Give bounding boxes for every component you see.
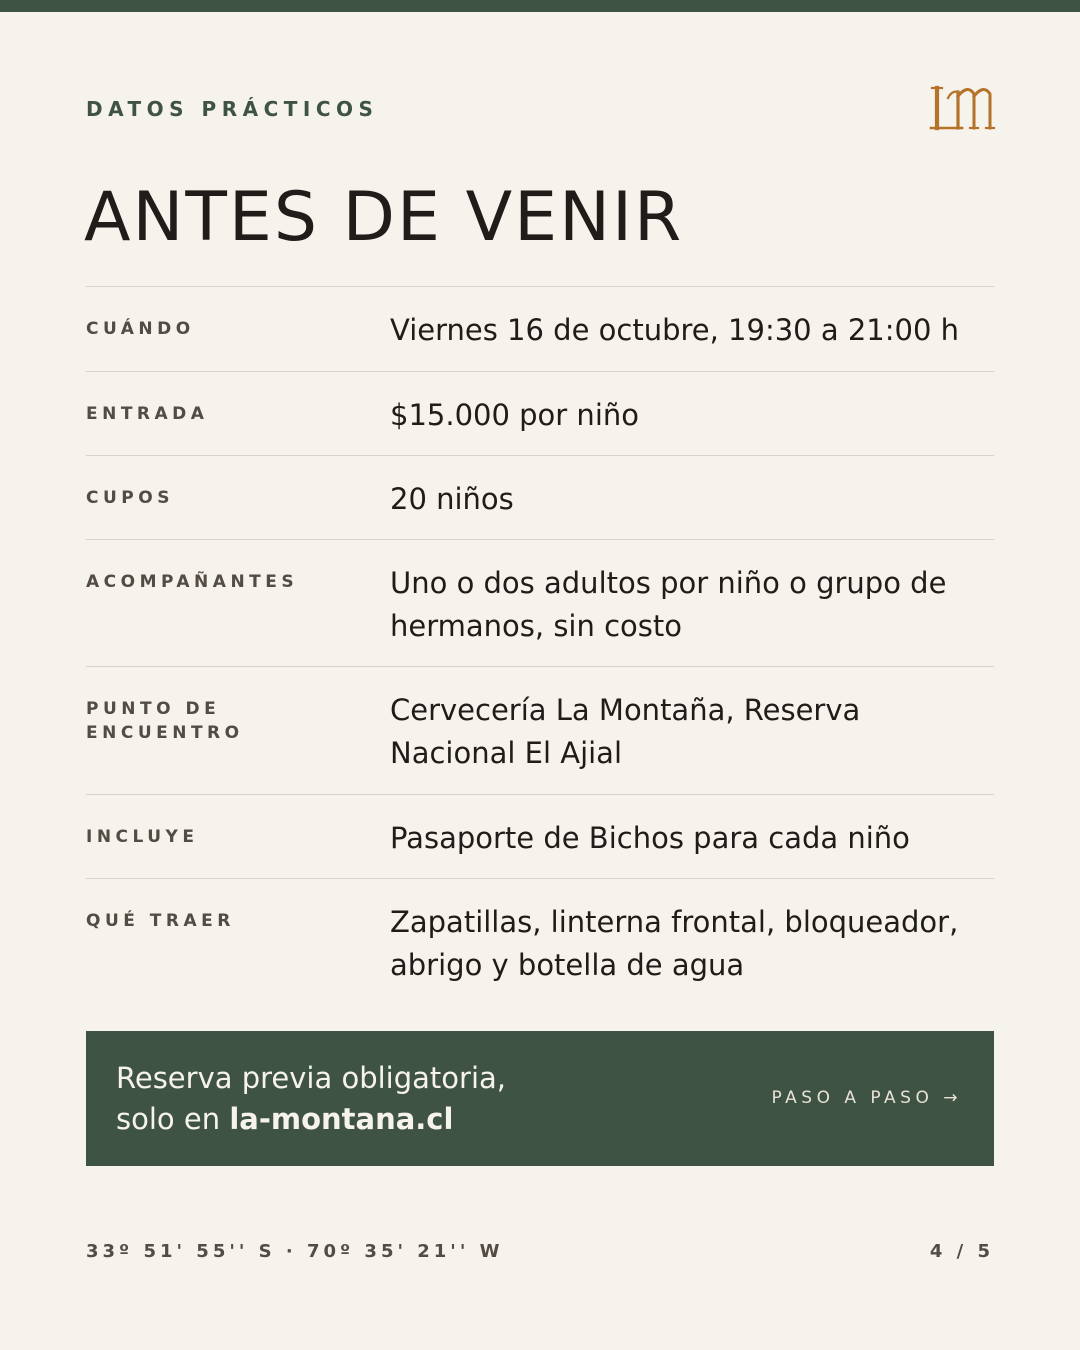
reservation-line-2-prefix: solo en <box>116 1102 230 1136</box>
fact-value: $15.000 por niño <box>390 398 639 432</box>
fact-row-what-to-bring <box>86 879 994 1006</box>
fact-row-entry <box>86 372 994 456</box>
fact-label: ACOMPAÑANTES <box>86 572 299 592</box>
fact-row-meeting-point <box>86 667 994 795</box>
fact-value: Uno o dos adultos por niño o grupo de hermanos, sin costo <box>390 566 947 643</box>
fact-label: ENTRADA <box>86 404 209 424</box>
page-indicator: 4 / 5 <box>929 1241 994 1262</box>
reservation-banner <box>86 1031 994 1166</box>
fact-label: CUPOS <box>86 488 174 508</box>
reservation-message <box>116 1058 506 1140</box>
section-eyebrow: DATOS PRÁCTICOS <box>86 97 379 121</box>
brand-logo <box>928 82 996 134</box>
fact-label: QUÉ TRAER <box>86 911 235 931</box>
fact-label: CUÁNDO <box>86 319 195 339</box>
fact-value: Zapatillas, linterna frontal, bloqueador, abrigo y botella de agua <box>390 905 959 982</box>
fact-label: PUNTO DE ENCUENTRO <box>86 699 244 743</box>
fact-row-when <box>86 287 994 372</box>
top-accent-bar <box>0 0 1080 12</box>
page-title: ANTES DE VENIR <box>84 178 684 257</box>
website-link[interactable]: la-montana.cl <box>229 1102 454 1136</box>
fact-value: Pasaporte de Bichos para cada niño <box>390 821 910 855</box>
fact-row-spots <box>86 456 994 540</box>
fact-value: 20 niños <box>390 482 514 516</box>
footer-coordinates: 33º 51' 55'' S · 70º 35' 21'' W <box>86 1241 504 1262</box>
reservation-line-1: Reserva previa obligatoria, <box>116 1061 506 1095</box>
step-by-step-link[interactable]: PASO A PASO → <box>771 1088 962 1108</box>
fact-value: Viernes 16 de octubre, 19:30 a 21:00 h <box>390 313 960 347</box>
fact-value: Cervecería La Montaña, Reserva Nacional El Ajial <box>390 693 861 770</box>
practical-info-list <box>86 286 994 1006</box>
fact-row-companions <box>86 540 994 667</box>
fact-row-includes <box>86 795 994 879</box>
fact-label: INCLUYE <box>86 827 199 847</box>
